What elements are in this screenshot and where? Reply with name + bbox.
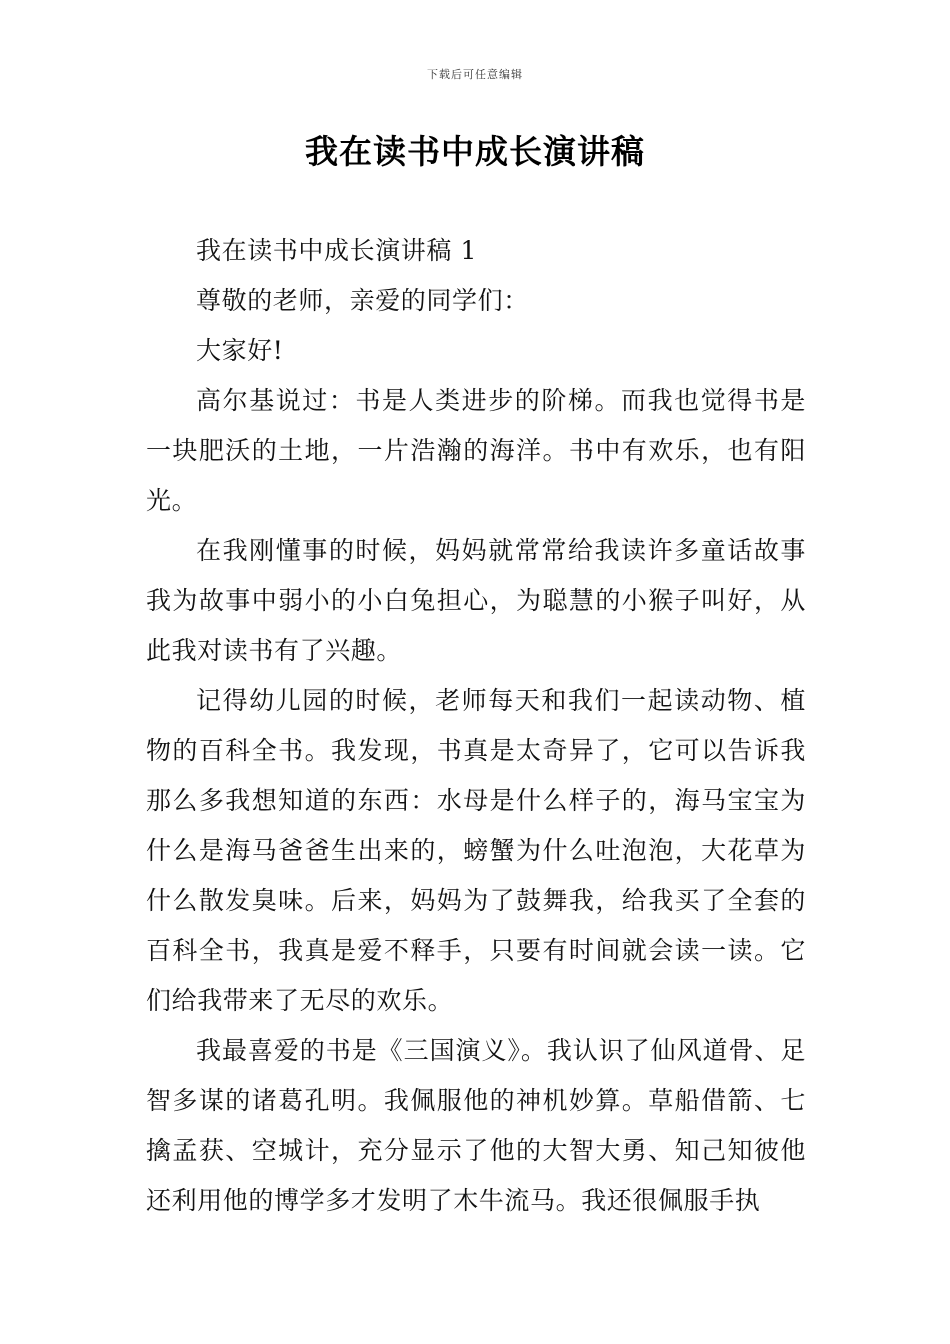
paragraph-salutation: 尊敬的老师，亲爱的同学们： [196,286,529,315]
paragraph: 在我刚懂事的时候，妈妈就常常给我读许多童话故事我为故事中弱小的小白兔担心，为聪慧的小猴子叫好，从此我对读书有了兴趣。 [146,536,806,665]
paragraph-greeting: 大家好! [196,336,284,365]
paragraph: 记得幼儿园的时候，老师每天和我们一起读动物、植物的百科全书。我发现，书真是太奇异了，它可以告诉我那么多我想知道的东西：水母是什么样子的，海马宝宝为什么是海马爸爸生出来的，螃蟹为什么吐泡泡，大花草为什么散发臭味。后来，妈妈为了鼓舞我，给我买了全套的百科全书，我真是爱不释手，只要有时间就会读一读。它们给我带来了无尽的欢乐。 [146,686,806,1015]
paragraph: 我最喜爱的书是《三国演义》。我认识了仙风道骨、足智多谋的诸葛孔明。我佩服他的神机妙算。草船借箭、七擒孟获、空城计，充分显示了他的大智大勇、知己知彼他还利用他的博学多才发明了木牛流马。我还很佩服手执 [146,1036,806,1215]
header-note: 下载后可任意编辑 [427,68,523,81]
paragraph: 高尔基说过：书是人类进步的阶梯。而我也觉得书是一块肥沃的土地，一片浩瀚的海洋。书中有欢乐，也有阳光。 [146,386,806,515]
paragraph-subtitle: 我在读书中成长演讲稿 1 [196,236,478,265]
document-title: 我在读书中成长演讲稿 [305,132,645,171]
document-body [146,226,806,1226]
